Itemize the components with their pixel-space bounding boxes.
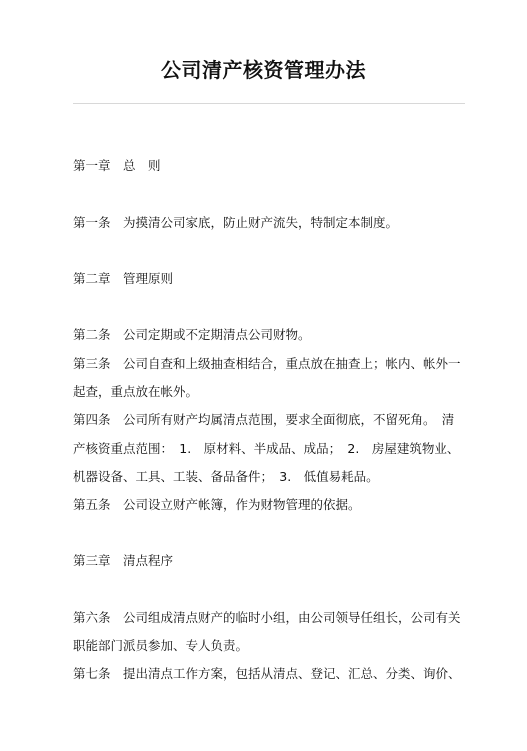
article-line: 第五条 公司设立财产帐簿，作为财物管理的依据。 (73, 497, 361, 512)
article-line: 起查，重点放在帐外。 (73, 384, 199, 399)
article-line: 第一条 为摸清公司家底，防止财产流失，特制定本制度。 (73, 215, 399, 230)
article-line: 产核资重点范围： 1. 原材料、半成品、成品； 2. 房屋建筑物业、 (73, 441, 460, 456)
article-line: 职能部门派员参加、专人负责。 (73, 638, 249, 653)
article-line: 第二条 公司定期或不定期清点公司财物。 (73, 327, 311, 342)
title-divider (73, 103, 465, 104)
document-title: 公司清产核资管理办法 (161, 58, 366, 82)
chapter-heading: 第三章 清点程序 (73, 553, 174, 568)
chapter-heading: 第二章 管理原则 (73, 271, 174, 286)
article-line: 第六条 公司组成清点财产的临时小组，由公司领导任组长，公司有关 (73, 610, 461, 625)
article-line: 第七条 提出清点工作方案，包括从清点、登记、汇总、分类、询价、 (73, 666, 461, 681)
article-line: 第四条 公司所有财产均属清点范围，要求全面彻底，不留死角。 清 (73, 412, 455, 427)
article-line: 第三条 公司自查和上级抽查相结合，重点放在抽查上；帐内、帐外一 (73, 356, 461, 371)
chapter-heading: 第一章 总 则 (73, 158, 161, 173)
article-line: 机器设备、工具、工装、备品备件； 3. 低值易耗品。 (73, 469, 379, 484)
